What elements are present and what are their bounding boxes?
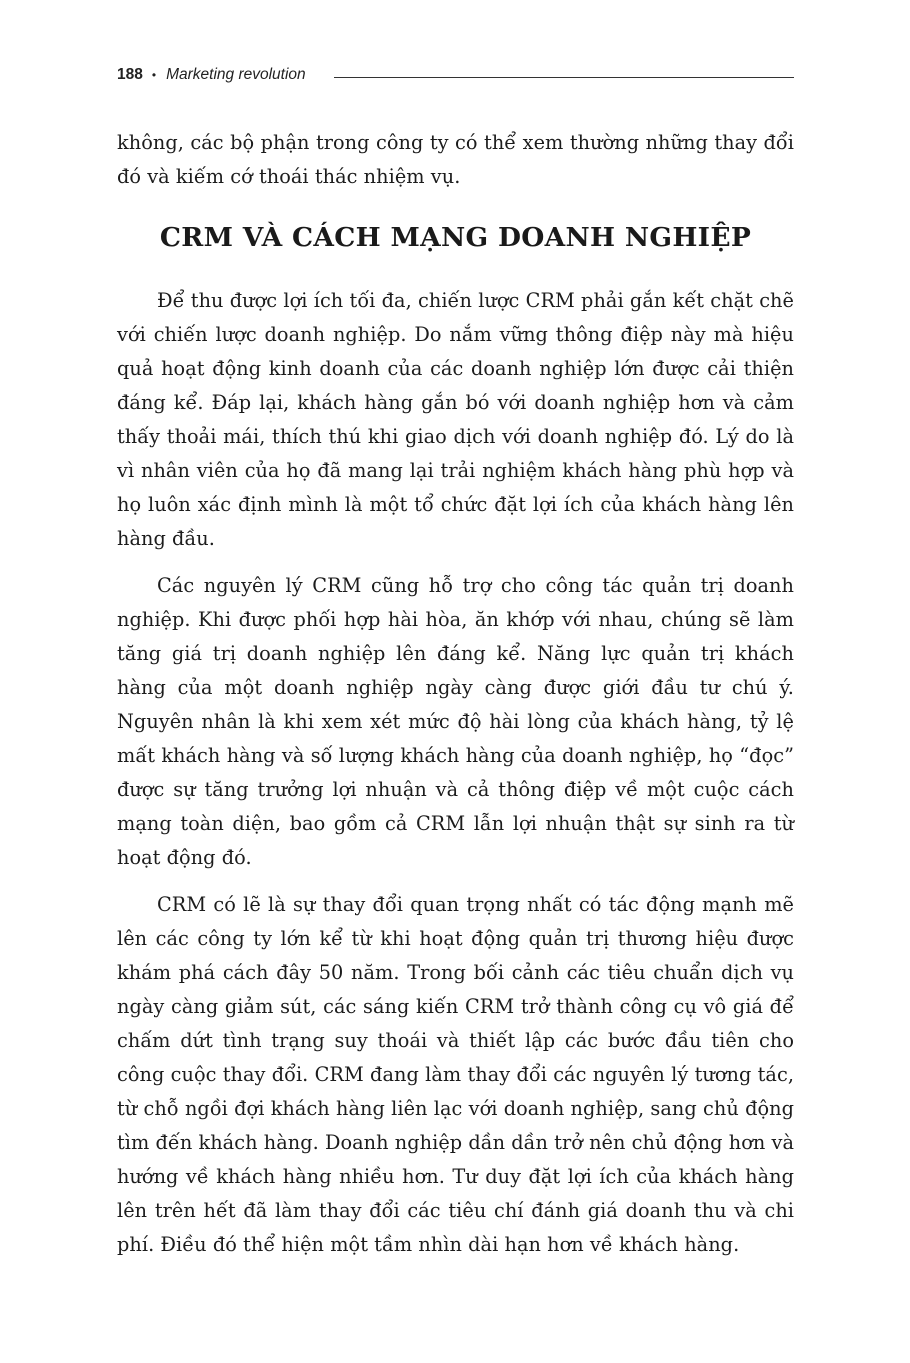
body-paragraph-2: Các nguyên lý CRM cũng hỗ trợ cho công tác quản trị doanh nghiệp. Khi được phối hợp hài hòa, ăn khớp với nhau, chúng sẽ làm tăng giá trị doanh nghiệp lên đáng kể. Năng lực quản trị khách hàng của một doanh nghiệp ngày càng được giới đầu tư chú ý. Nguyên nhân là khi xem xét mức độ hài lòng của khách hàng, tỷ lệ mất khách hàng và số lượng khách hàng của doanh nghiệp, họ “đọc” được sự tăng trưởng lợi nhuận và cả thông điệp về một cuộc cách mạng toàn diện, bao gồm cả CRM lẫn lợi nhuận thật sự sinh ra từ hoạt động đó. (117, 574, 794, 869)
section-body (117, 284, 794, 1275)
page-number: 188 (117, 66, 143, 83)
section-heading: CRM VÀ CÁCH MẠNG DOANH NGHIỆP (159, 222, 752, 253)
continuation-paragraph: không, các bộ phận trong công ty có thể xem thường những thay đổi đó và kiếm cớ thoái thác nhiệm vụ. (117, 131, 794, 188)
header-separator: • (151, 68, 157, 82)
body-paragraph-3: CRM có lẽ là sự thay đổi quan trọng nhất có tác động mạnh mẽ lên các công ty lớn kể từ khi hoạt động quản trị thương hiệu được khám phá cách đây 50 năm. Trong bối cảnh các tiêu chuẩn dịch vụ ngày càng giảm sút, các sáng kiến CRM trở thành công cụ vô giá để chấm dứt tình trạng suy thoái và thiết lập các bước đầu tiên cho công cuộc thay đổi. CRM đang làm thay đổi các nguyên lý tương tác, từ chỗ ngồi đợi khách hàng liên lạc với doanh nghiệp, sang chủ động tìm đến khách hàng. Doanh nghiệp dần dần trở nên chủ động hơn và hướng về khách hàng nhiều hơn. Tư duy đặt lợi ích của khách hàng lên trên hết đã làm thay đổi các tiêu chí đánh giá doanh thu và chi phí. Điều đó thể hiện một tầm nhìn dài hạn hơn về khách hàng. (117, 893, 794, 1256)
continuation-text-block (117, 126, 794, 194)
body-paragraph-1: Để thu được lợi ích tối đa, chiến lược CRM phải gắn kết chặt chẽ với chiến lược doanh nghiệp. Do nắm vững thông điệp này mà hiệu quả hoạt động kinh doanh của các doanh nghiệp lớn được cải thiện đáng kể. Đáp lại, khách hàng gắn bó với doanh nghiệp hơn và cảm thấy thoải mái, thích thú khi giao dịch với doanh nghiệp đó. Lý do là vì nhân viên của họ đã mang lại trải nghiệm khách hàng phù hợp và họ luôn xác định mình là một tổ chức đặt lợi ích của khách hàng lên hàng đầu. (117, 289, 794, 550)
header-rule (334, 77, 794, 78)
running-header (117, 63, 794, 87)
book-title: Marketing revolution (166, 66, 306, 83)
